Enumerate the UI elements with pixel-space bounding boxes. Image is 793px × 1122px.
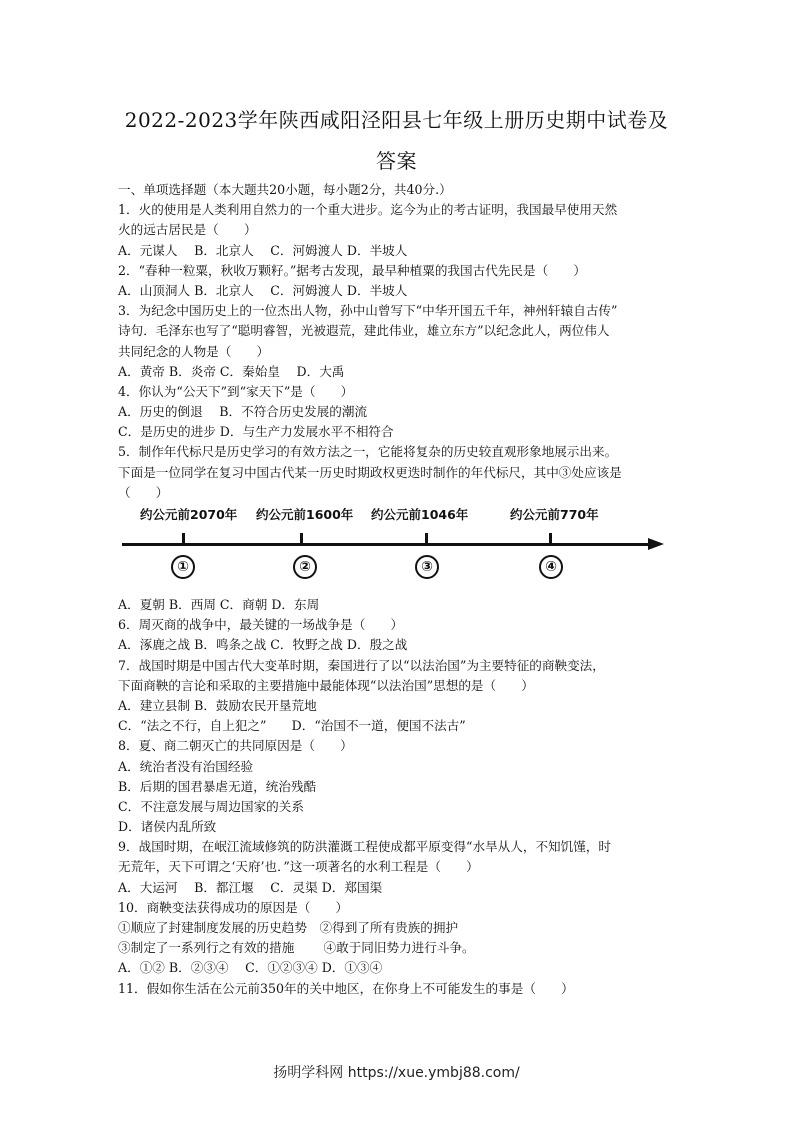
text-line: A．涿鹿之战 B．鸣条之战 C．牧野之战 D．殷之战	[118, 637, 408, 653]
timeline-marker: ①	[171, 555, 195, 579]
text-line: C．“法之不行，自上犯之” D．“治国不一道，便国不法古”	[118, 718, 466, 734]
text-line: 7．战国时期是中国古代大变革时期，秦国进行了以“以法治国”为主要特征的商鞅变法，	[118, 657, 605, 673]
text-line: A．大运河 B．都江堰 C．灵渠 D．郑国渠	[118, 879, 383, 895]
timeline-figure	[118, 505, 678, 585]
text-line: 6．周灭商的战争中，最关键的一场战争是（ ）	[118, 617, 404, 633]
arrow-right-icon	[648, 538, 664, 550]
timeline-tick	[300, 533, 303, 544]
timeline-label: 约公元前1046年	[371, 507, 469, 522]
timeline-tick	[182, 533, 185, 544]
text-line: （ ）	[118, 484, 169, 500]
text-line: 9．战国时期，在岷江流域修筑的防洪灌溉工程使成都平原变得“水旱从人，不知饥馑，时	[118, 839, 612, 855]
text-line: 下面商鞅的言论和采取的主要措施中最能体现“以法治国”思想的是（ ）	[118, 677, 534, 693]
text-line: D．诸侯内乱所致	[118, 819, 217, 835]
timeline-axis	[122, 543, 652, 546]
text-line: ③制定了一系列行之有效的措施 ④敢于同旧势力进行斗争。	[118, 940, 475, 956]
timeline-label: 约公元前1600年	[256, 507, 354, 522]
text-line: A．夏朝 B．西周 C．商朝 D．东周	[118, 597, 320, 612]
text-line: 4．你认为“公天下”到“家天下”是（ ）	[118, 383, 354, 399]
text-line: 诗句．毛泽东也写了“聪明睿智，光被遐荒，建此伟业，雄立东方”以纪念此人，两位伟人	[118, 323, 610, 339]
timeline-label: 约公元前770年	[510, 507, 599, 522]
timeline-marker: ③	[415, 555, 439, 579]
text-line: ①顺应了封建制度发展的历史趋势 ②得到了所有贵族的拥护	[118, 920, 459, 935]
text-line: A．统治者没有治国经验	[118, 758, 254, 774]
text-line: 一、单项选择题（本大题共20小题，每小题2分，共40分.）	[118, 182, 452, 197]
page-title-continued: 答案	[376, 149, 417, 173]
page-footer: 扬明学科网 https://xue.ymbj88.com/	[273, 1065, 520, 1081]
text-line: 3．为纪念中国历史上的一位杰出人物，孙中山曾写下“中华开国五千年，神州轩辕自古传”	[118, 303, 618, 319]
text-line: 8．夏、商二朝灭亡的共同原因是（ ）	[118, 738, 353, 754]
text-line: A．①② B．②③④ C．①②③④ D．①③④	[118, 960, 383, 976]
text-line: 共同纪念的人物是（ ）	[118, 343, 270, 359]
text-line: 1．火的使用是人类利用自然力的一个重大进步。迄今为止的考古证明，我国最早使用天然	[118, 202, 618, 218]
text-line: 下面是一位同学在复习中国古代某一历史时期政权更迭时制作的年代标尺，其中③处应该是	[118, 464, 622, 480]
text-line: 10．商鞅变法获得成功的原因是（ ）	[118, 899, 349, 915]
text-line: B．后期的国君暴虐无道，统治残酷	[118, 778, 317, 794]
questions-part-2	[118, 595, 678, 999]
text-line: A．黄帝 B．炎帝 C．秦始皇 D．大禹	[118, 363, 345, 379]
text-line: 2．“春种一粒粟，秋收万颗籽。”据考古发现，最早种植粟的我国古代先民是（ ）	[118, 262, 586, 278]
questions-part-1	[118, 180, 678, 503]
text-line: A．山顶洞人 B．北京人 C．河姆渡人 D．半坡人	[118, 282, 408, 298]
text-line: 无荒年，天下可谓之‘天府’也．”这一项著名的水利工程是（ ）	[118, 859, 479, 875]
text-line: C．是历史的进步 D．与生产力发展水平不相符合	[118, 424, 394, 440]
text-line: 火的远古居民是（ ）	[118, 222, 257, 238]
timeline-marker: ④	[539, 555, 563, 579]
exam-body	[118, 180, 678, 999]
text-line: A．历史的倒退 B．不符合历史发展的潮流	[118, 404, 368, 420]
text-line: C．不注意发展与周边国家的关系	[118, 798, 304, 814]
text-line: 5．制作年代标尺是历史学习的有效方法之一，它能将复杂的历史较直观形象地展示出来。	[118, 444, 618, 460]
timeline-tick	[425, 533, 428, 544]
timeline-marker: ②	[293, 555, 317, 579]
timeline-label: 约公元前2070年	[140, 507, 238, 522]
text-line: A．元谋人 B．北京人 C．河姆渡人 D．半坡人	[118, 242, 408, 258]
page-title: 2022-2023学年陕西咸阳泾阳县七年级上册历史期中试卷及	[124, 108, 669, 132]
text-line: 11．假如你生活在公元前350年的关中地区，在你身上不可能发生的事是（ ）	[118, 980, 574, 996]
timeline-tick	[549, 533, 552, 544]
text-line: A．建立县制 B．鼓励农民开垦荒地	[118, 697, 317, 713]
